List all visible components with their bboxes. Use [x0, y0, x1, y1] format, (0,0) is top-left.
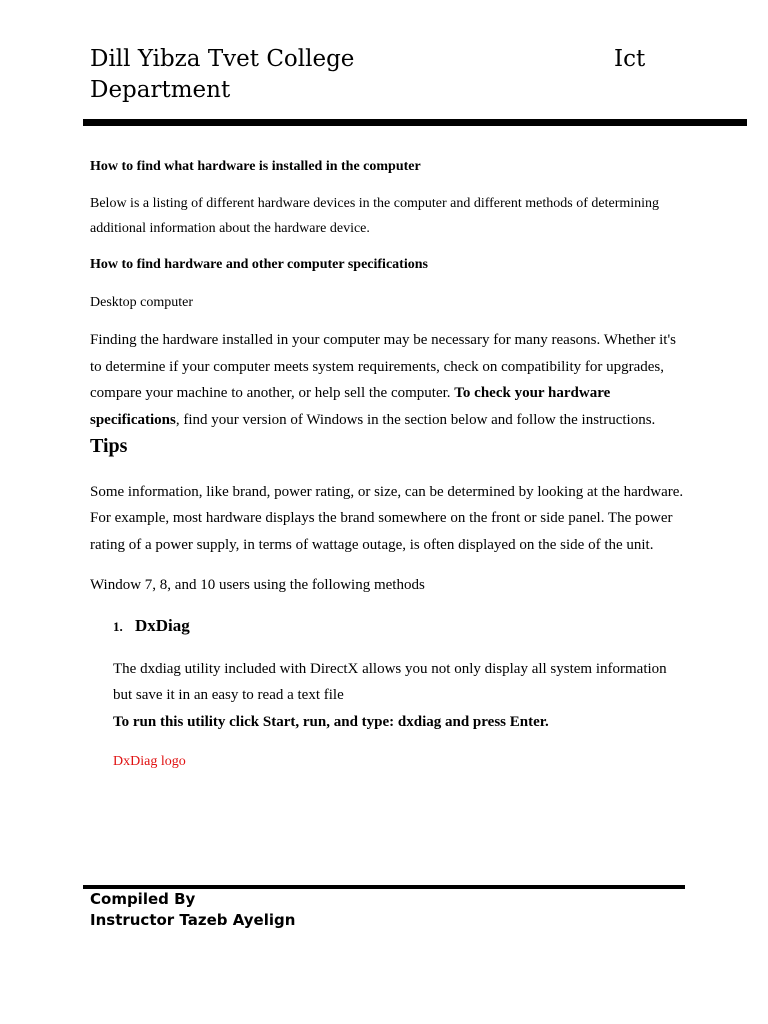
header-college [90, 44, 390, 106]
header-divider [83, 119, 747, 126]
hardware-paragraph [90, 327, 685, 462]
footer [90, 889, 295, 931]
header-ict: Ict [614, 46, 646, 72]
document-body [90, 155, 685, 788]
footer-compiled-by: Compiled By [90, 890, 196, 908]
list-number: 1. [113, 618, 123, 634]
desktop-computer-label: Desktop computer [90, 295, 194, 310]
header-department: Department [90, 77, 231, 103]
tips-heading: Tips [90, 435, 128, 457]
dxdiag-logo-placeholder: DxDiag logo [113, 754, 186, 769]
dxdiag-description: The dxdiag utility included with DirectX allows you not only display all system information but save it in an easy to read a text file [113, 660, 667, 703]
heading-hardware-installed: How to find what hardware is installed in the computer [90, 159, 421, 174]
list-title-dxdiag: DxDiag [135, 615, 190, 635]
header-college-name: Dill Yibza Tvet College [90, 46, 355, 72]
list-item-dxdiag [113, 613, 685, 640]
heading-hardware-specs: How to find hardware and other computer specifications [90, 257, 428, 272]
dxdiag-run-instruction: To run this utility click Start, run, and type: dxdiag and press Enter. [113, 713, 549, 730]
dxdiag-section [113, 656, 685, 775]
hardware-paragraph-bold: To check your hardware specifications [90, 385, 611, 428]
hardware-paragraph-start: Finding the hardware installed in your computer may be necessary for many reasons. Whether it's to determine if your computer meets system requirements, check on compatibility for upgrades, compare your machine to another, or help sell the computer. [90, 332, 677, 401]
hardware-paragraph-end: , find your version of Windows in the section below and follow the instructions. [175, 411, 656, 428]
tips-paragraph: Some information, like brand, power rating, or size, can be determined by looking at the hardware. For example, most hardware displays the brand somewhere on the front or side panel. The power rating of a power supply, in terms of wattage outage, is often displayed on the side of the unit. [90, 483, 684, 553]
intro-paragraph: Below is a listing of different hardware devices in the computer and different methods of determining additional information about the hardware device. [90, 196, 660, 236]
footer-instructor: Instructor Tazeb Ayelign [90, 911, 296, 929]
windows-methods-line: Window 7, 8, and 10 users using the following methods [90, 577, 425, 593]
